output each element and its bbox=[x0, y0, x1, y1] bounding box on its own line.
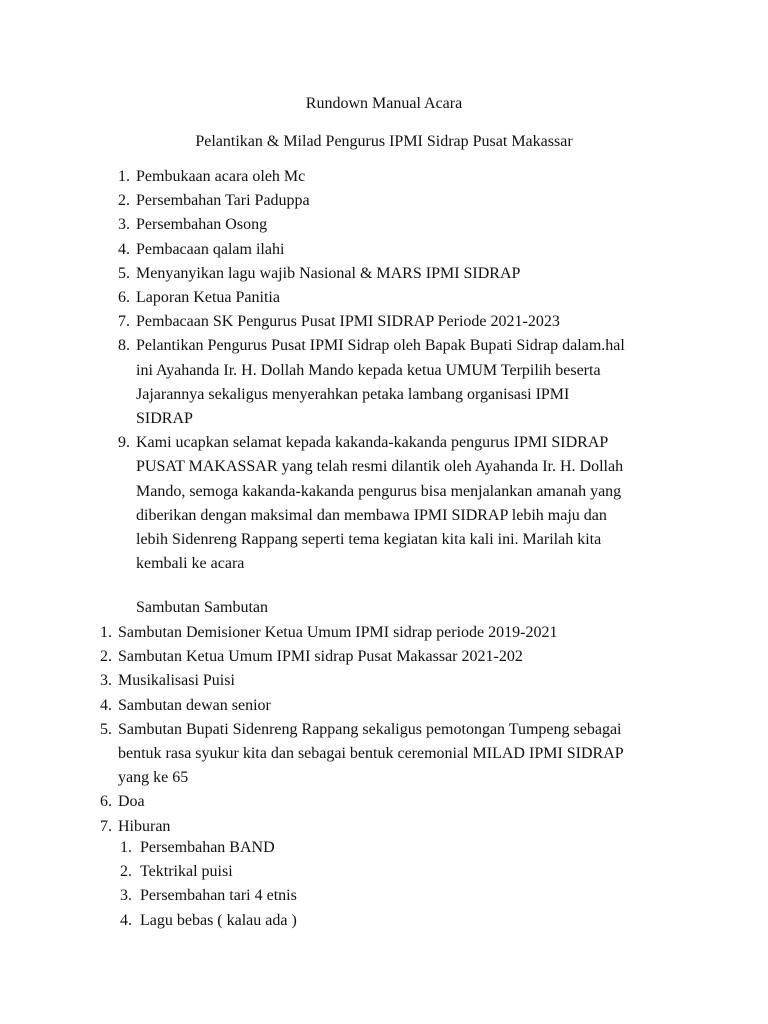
sambutan-item-number: 1. bbox=[100, 624, 112, 641]
agenda-item-text-line: kembali ke acara bbox=[136, 555, 245, 573]
sambutan-item-number: 6. bbox=[100, 793, 112, 811]
sambutan-item-number: 4. bbox=[100, 696, 112, 714]
agenda-item-number: 4. bbox=[118, 240, 130, 258]
document-title: Rundown Manual Acara bbox=[305, 95, 463, 112]
sambutan-item-text: Doa bbox=[118, 793, 145, 811]
hiburan-item-number: 4. bbox=[120, 911, 132, 929]
hiburan-item-number: 2. bbox=[120, 863, 132, 881]
document-subtitle: Pelantikan & Milad Pengurus IPMI Sidrap Pusat Makassar bbox=[195, 133, 573, 150]
agenda-item-number: 1. bbox=[118, 168, 130, 185]
agenda-item-text: Laporan Ketua Panitia bbox=[136, 289, 280, 306]
hiburan-item-text: Persembahan tari 4 etnis bbox=[140, 887, 297, 905]
agenda-item-number: 5. bbox=[118, 264, 130, 282]
agenda-item-text-line: Jajarannya sekaligus menyerahkan petaka lambang organisasi IPMI bbox=[136, 385, 570, 403]
hiburan-item-number: 3. bbox=[120, 887, 132, 905]
agenda-item-number: 7. bbox=[118, 313, 130, 331]
sambutan-item-text-line: Sambutan Bupati Sidenreng Rappang sekaligus pemotongan Tumpeng sebagai bbox=[118, 720, 622, 738]
agenda-item-number: 3. bbox=[118, 216, 130, 234]
sambutan-item-text: Sambutan dewan senior bbox=[118, 696, 271, 714]
sambutan-item-text-line: bentuk rasa syukur kita dan sebagai bentuk ceremonial MILAD IPMI SIDRAP bbox=[118, 745, 624, 762]
sambutan-item-text-line: yang ke 65 bbox=[118, 769, 189, 787]
agenda-item-text: Pembacaan SK Pengurus Pusat IPMI SIDRAP Periode 2021-2023 bbox=[136, 313, 560, 331]
sambutan-item-text: Sambutan Demisioner Ketua Umum IPMI sidrap periode 2019-2021 bbox=[118, 624, 558, 641]
agenda-item-text: Pembacaan qalam ilahi bbox=[136, 240, 285, 258]
agenda-item-text-line: Pelantikan Pengurus Pusat IPMI Sidrap oleh Bapak Bupati Sidrap dalam.hal bbox=[136, 337, 625, 355]
hiburan-item-text: Lagu bebas ( kalau ada ) bbox=[140, 911, 297, 929]
agenda-item-number: 8. bbox=[118, 337, 130, 355]
agenda-item-number: 9. bbox=[118, 434, 130, 452]
agenda-item-number: 6. bbox=[118, 289, 130, 306]
agenda-item-text-line: Kami ucapkan selamat kepada kakanda-kakanda pengurus IPMI SIDRAP bbox=[136, 434, 609, 452]
sambutan-heading: Sambutan Sambutan bbox=[136, 599, 268, 616]
agenda-item-text-line: diberikan dengan maksimal dan membawa IPMI SIDRAP lebih maju dan bbox=[136, 506, 607, 524]
sambutan-item-text: Musikalisasi Puisi bbox=[118, 672, 235, 690]
agenda-item-text-line: Mando, semoga kakanda-kakanda pengurus bisa menjalankan amanah yang bbox=[136, 482, 622, 500]
agenda-item-text: Persembahan Tari Paduppa bbox=[136, 192, 310, 210]
sambutan-item-number: 2. bbox=[100, 648, 112, 666]
agenda-item-text-line: SIDRAP bbox=[136, 410, 193, 427]
agenda-item-text: Persembahan Osong bbox=[136, 216, 268, 234]
sambutan-item-number: 7. bbox=[100, 817, 112, 835]
sambutan-item-text: Sambutan Ketua Umum IPMI sidrap Pusat Makassar 2021-202 bbox=[118, 648, 523, 666]
agenda-item-text-line: ini Ayahanda Ir. H. Dollah Mando kepada ketua UMUM Terpilih beserta bbox=[136, 361, 601, 379]
agenda-item-text-line: lebih Sidenreng Rappang seperti tema kegiatan kita kali ini. Marilah kita bbox=[136, 531, 602, 548]
hiburan-item-number: 1. bbox=[120, 839, 132, 856]
hiburan-item-text: Tektrikal puisi bbox=[140, 863, 233, 881]
sambutan-item-number: 3. bbox=[100, 672, 112, 690]
sambutan-item-number: 5. bbox=[100, 720, 112, 738]
hiburan-item-text: Persembahan BAND bbox=[140, 839, 275, 856]
agenda-item-text: Menyanyikan lagu wajib Nasional & MARS IPMI SIDRAP bbox=[136, 264, 521, 282]
agenda-item-text-line: PUSAT MAKASSAR yang telah resmi dilantik oleh Ayahanda Ir. H. Dollah bbox=[136, 458, 624, 476]
agenda-item-text: Pembukaan acara oleh Mc bbox=[136, 168, 306, 185]
agenda-item-number: 2. bbox=[118, 192, 130, 210]
sambutan-item-text: Hiburan bbox=[118, 817, 171, 835]
